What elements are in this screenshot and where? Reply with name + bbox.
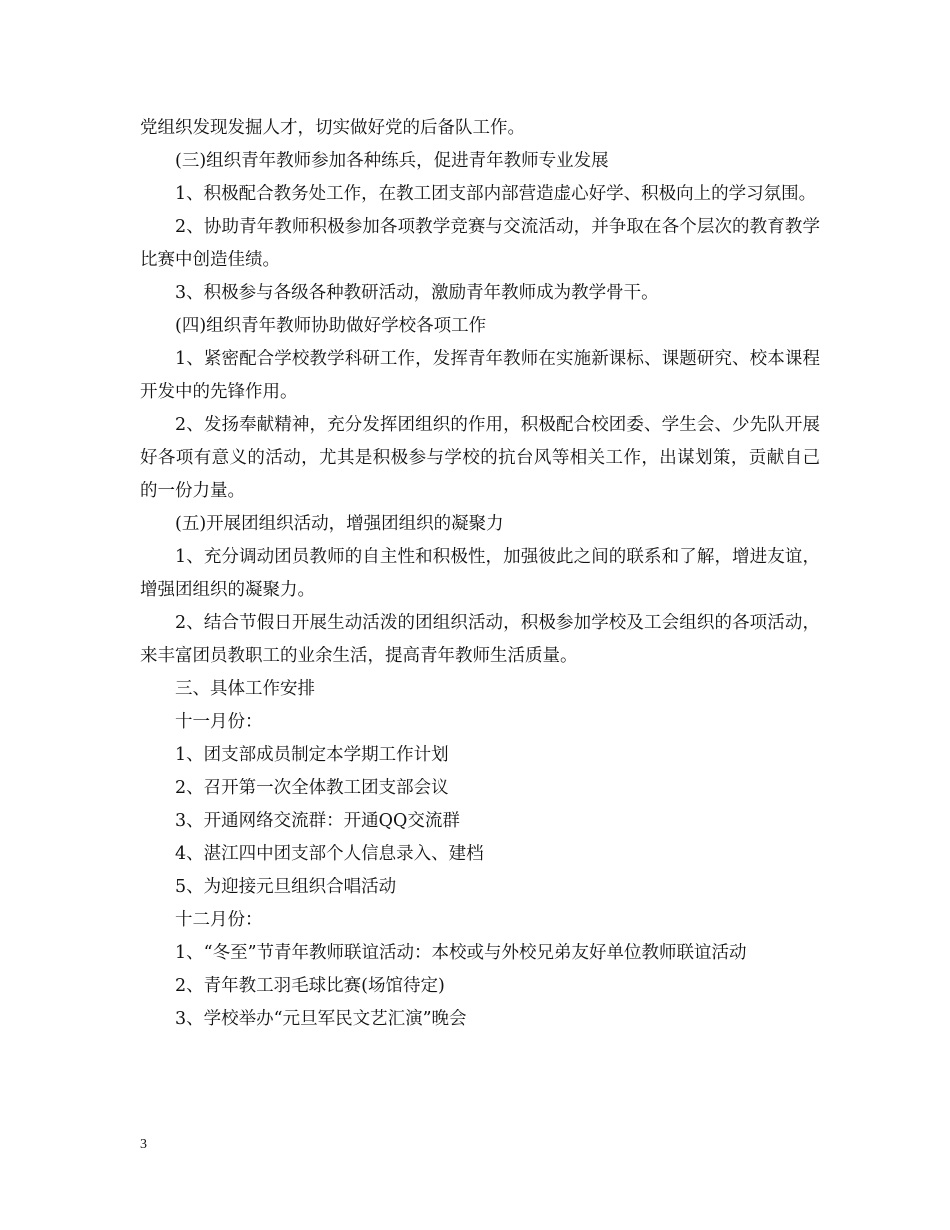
- document-body: [140, 112, 820, 1036]
- section-heading: (五)开展团组织活动，增强团组织的凝聚力: [175, 514, 504, 534]
- paragraph: 1、积极配合教务处工作，在教工团支部内部营造虚心好学、积极向上的学习氛围。: [175, 184, 817, 204]
- month-heading: 十一月份：: [175, 712, 263, 732]
- list-item: 4、湛江四中团支部个人信息录入、建档: [175, 844, 484, 864]
- paragraph: 3、积极参与各级各种教研活动，激励青年教师成为教学骨干。: [175, 283, 659, 303]
- list-item: 1、团支部成员制定本学期工作计划: [175, 745, 449, 765]
- page-number: 3: [140, 1137, 147, 1152]
- section-heading: 三、具体工作安排: [175, 679, 315, 699]
- list-item: 5、为迎接元旦组织合唱活动: [175, 877, 397, 897]
- section-heading: (四)组织青年教师协助做好学校各项工作: [175, 316, 487, 336]
- paragraph: 党组织发现发掘人才，切实做好党的后备队工作。: [140, 118, 525, 138]
- list-item: 2、召开第一次全体教工团支部会议: [175, 778, 449, 798]
- paragraph: 2、发扬奉献精神，充分发挥团组织的作用，积极配合校团委、学生会、少先队开展好各项有意义的活动，尤其是积极参与学校的抗台风等相关工作，出谋划策，贡献自己的一份力量。: [140, 415, 820, 501]
- list-item: 1、“冬至”节青年教师联谊活动：本校或与外校兄弟友好单位教师联谊活动: [175, 943, 747, 963]
- list-item: 2、青年教工羽毛球比赛(场馆待定): [175, 976, 445, 996]
- paragraph: 2、协助青年教师积极参加各项教学竞赛与交流活动，并争取在各个层次的教育教学比赛中创造佳绩。: [140, 217, 820, 270]
- list-item: 3、学校举办“元旦军民文艺汇演”晚会: [175, 1009, 467, 1029]
- section-heading: (三)组织青年教师参加各种练兵，促进青年教师专业发展: [175, 151, 609, 171]
- month-heading: 十二月份：: [175, 910, 263, 930]
- paragraph: 1、紧密配合学校教学科研工作，发挥青年教师在实施新课标、课题研究、校本课程开发中的先锋作用。: [140, 349, 820, 402]
- paragraph: 2、结合节假日开展生动活泼的团组织活动，积极参加学校及工会组织的各项活动，来丰富团员教职工的业余生活，提高青年教师生活质量。: [140, 613, 820, 666]
- paragraph: 1、充分调动团员教师的自主性和积极性，加强彼此之间的联系和了解，增进友谊，增强团组织的凝聚力。: [140, 547, 820, 600]
- list-item: 3、开通网络交流群：开通QQ交流群: [175, 811, 460, 831]
